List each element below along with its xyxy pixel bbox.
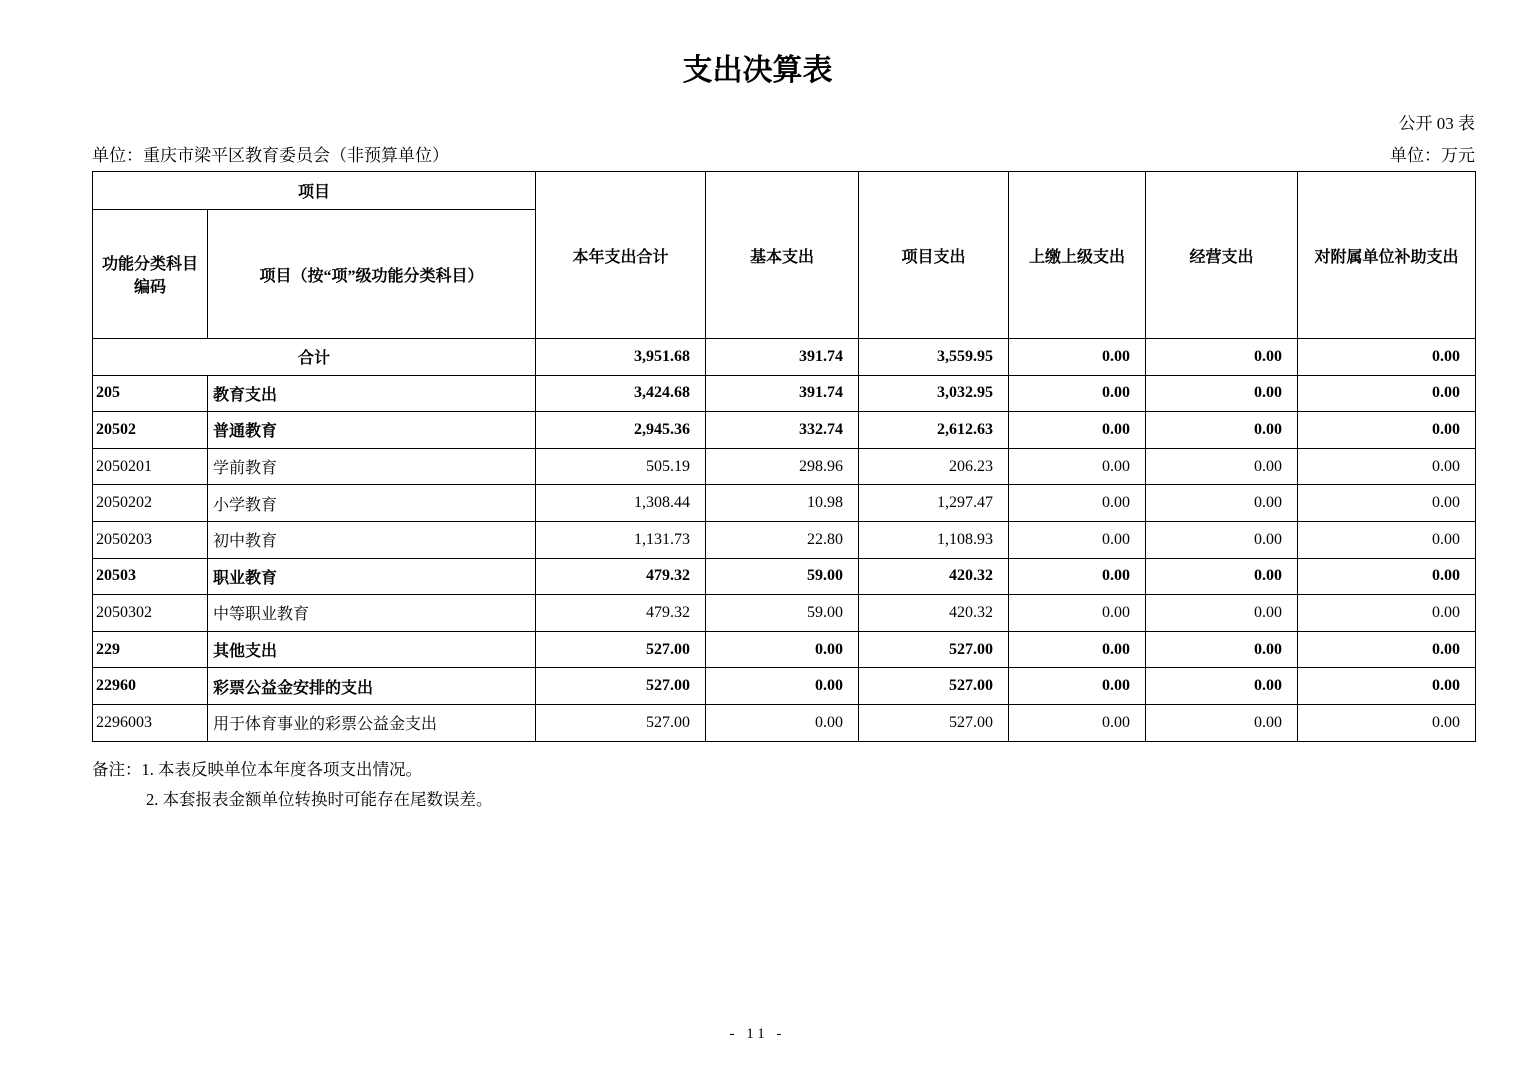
row-value: 3,951.68 xyxy=(536,339,706,376)
row-value: 527.00 xyxy=(859,631,1009,668)
row-value: 0.00 xyxy=(1009,704,1146,741)
row-value: 0.00 xyxy=(1146,375,1298,412)
row-code: 2050201 xyxy=(93,448,208,485)
row-value: 1,131.73 xyxy=(536,521,706,558)
table-row xyxy=(93,485,1476,522)
row-value: 0.00 xyxy=(1298,485,1476,522)
row-value: 0.00 xyxy=(1298,704,1476,741)
row-value: 332.74 xyxy=(706,412,859,449)
row-value: 0.00 xyxy=(1298,631,1476,668)
row-value: 0.00 xyxy=(1298,412,1476,449)
row-value: 0.00 xyxy=(1146,631,1298,668)
row-code: 20503 xyxy=(93,558,208,595)
row-code: 2050202 xyxy=(93,485,208,522)
row-value: 0.00 xyxy=(1146,558,1298,595)
row-code: 229 xyxy=(93,631,208,668)
row-value: 0.00 xyxy=(1298,375,1476,412)
row-value: 0.00 xyxy=(1298,448,1476,485)
row-value: 420.32 xyxy=(859,595,1009,632)
table-row xyxy=(93,595,1476,632)
table-row xyxy=(93,704,1476,741)
meta-row xyxy=(92,141,1475,166)
row-value: 391.74 xyxy=(706,375,859,412)
row-name: 用于体育事业的彩票公益金支出 xyxy=(208,704,536,741)
expenditure-table xyxy=(92,171,1476,742)
table-row xyxy=(93,521,1476,558)
header-project-group: 项目 xyxy=(93,172,536,210)
header-col-subsidy: 对附属单位补助支出 xyxy=(1298,172,1476,339)
row-name: 普通教育 xyxy=(208,412,536,449)
row-value: 0.00 xyxy=(706,704,859,741)
row-value: 0.00 xyxy=(1298,558,1476,595)
row-value: 0.00 xyxy=(1146,521,1298,558)
currency-unit-label: 单位：万元 xyxy=(1390,146,1475,165)
row-value: 505.19 xyxy=(536,448,706,485)
row-value: 0.00 xyxy=(1009,558,1146,595)
row-value: 0.00 xyxy=(706,668,859,705)
row-value: 0.00 xyxy=(1146,668,1298,705)
header-col-project-name: 项目（按“项”级功能分类科目） xyxy=(208,210,536,339)
row-value: 10.98 xyxy=(706,485,859,522)
row-value: 527.00 xyxy=(536,704,706,741)
row-value: 0.00 xyxy=(1009,595,1146,632)
row-name: 彩票公益金安排的支出 xyxy=(208,668,536,705)
note-line-2: 2. 本套报表金额单位转换时可能存在尾数误差。 xyxy=(146,790,493,810)
row-value: 0.00 xyxy=(1298,521,1476,558)
row-value: 0.00 xyxy=(1009,668,1146,705)
row-value: 0.00 xyxy=(1298,595,1476,632)
row-value: 0.00 xyxy=(706,631,859,668)
row-value: 479.32 xyxy=(536,558,706,595)
row-value: 0.00 xyxy=(1009,485,1146,522)
row-value: 0.00 xyxy=(1146,595,1298,632)
row-value: 0.00 xyxy=(1009,339,1146,376)
row-value: 298.96 xyxy=(706,448,859,485)
row-value: 0.00 xyxy=(1146,704,1298,741)
row-value: 0.00 xyxy=(1146,485,1298,522)
row-value: 0.00 xyxy=(1298,668,1476,705)
row-value: 527.00 xyxy=(536,631,706,668)
row-name: 小学教育 xyxy=(208,485,536,522)
row-value: 420.32 xyxy=(859,558,1009,595)
header-col-total: 本年支出合计 xyxy=(536,172,706,339)
row-value: 0.00 xyxy=(1009,375,1146,412)
row-value: 206.23 xyxy=(859,448,1009,485)
row-value: 22.80 xyxy=(706,521,859,558)
row-value: 527.00 xyxy=(859,704,1009,741)
row-name: 初中教育 xyxy=(208,521,536,558)
table-code-label: 公开 03 表 xyxy=(1398,114,1475,133)
page-number: - 11 - xyxy=(729,1026,786,1042)
table-row xyxy=(93,668,1476,705)
table-body xyxy=(93,339,1476,742)
row-code: 2296003 xyxy=(93,704,208,741)
row-value: 0.00 xyxy=(1146,412,1298,449)
row-value: 0.00 xyxy=(1298,339,1476,376)
notes xyxy=(92,755,1475,816)
table-row xyxy=(93,631,1476,668)
table-row xyxy=(93,339,1476,376)
row-value: 479.32 xyxy=(536,595,706,632)
row-value: 59.00 xyxy=(706,558,859,595)
row-value: 3,424.68 xyxy=(536,375,706,412)
row-value: 59.00 xyxy=(706,595,859,632)
row-value: 1,308.44 xyxy=(536,485,706,522)
table-row xyxy=(93,412,1476,449)
row-value: 0.00 xyxy=(1146,448,1298,485)
row-code: 2050302 xyxy=(93,595,208,632)
note-line-1: 备注：1. 本表反映单位本年度各项支出情况。 xyxy=(92,759,422,779)
row-code: 22960 xyxy=(93,668,208,705)
row-value: 2,945.36 xyxy=(536,412,706,449)
header-col-project-expenditure: 项目支出 xyxy=(859,172,1009,339)
row-value: 0.00 xyxy=(1146,339,1298,376)
row-value: 3,559.95 xyxy=(859,339,1009,376)
row-label: 合计 xyxy=(93,339,536,376)
row-value: 2,612.63 xyxy=(859,412,1009,449)
row-code: 205 xyxy=(93,375,208,412)
header-col-operating: 经营支出 xyxy=(1146,172,1298,339)
row-value: 0.00 xyxy=(1009,631,1146,668)
row-name: 学前教育 xyxy=(208,448,536,485)
row-code: 20502 xyxy=(93,412,208,449)
header-col-upper-level: 上缴上级支出 xyxy=(1009,172,1146,339)
row-value: 527.00 xyxy=(859,668,1009,705)
row-value: 0.00 xyxy=(1009,521,1146,558)
row-value: 0.00 xyxy=(1009,412,1146,449)
row-code: 2050203 xyxy=(93,521,208,558)
page-title: 支出决算表 xyxy=(682,54,833,87)
row-value: 1,108.93 xyxy=(859,521,1009,558)
table-row xyxy=(93,375,1476,412)
row-value: 391.74 xyxy=(706,339,859,376)
table-row xyxy=(93,448,1476,485)
header-col-function-code: 功能分类科目 编码 xyxy=(93,210,208,339)
row-value: 527.00 xyxy=(536,668,706,705)
row-value: 1,297.47 xyxy=(859,485,1009,522)
row-value: 0.00 xyxy=(1009,448,1146,485)
table-row xyxy=(93,558,1476,595)
row-name: 其他支出 xyxy=(208,631,536,668)
row-value: 3,032.95 xyxy=(859,375,1009,412)
row-name: 职业教育 xyxy=(208,558,536,595)
reporting-unit-label: 单位：重庆市梁平区教育委员会（非预算单位） xyxy=(92,146,449,165)
row-name: 教育支出 xyxy=(208,375,536,412)
row-name: 中等职业教育 xyxy=(208,595,536,632)
header-col-basic: 基本支出 xyxy=(706,172,859,339)
